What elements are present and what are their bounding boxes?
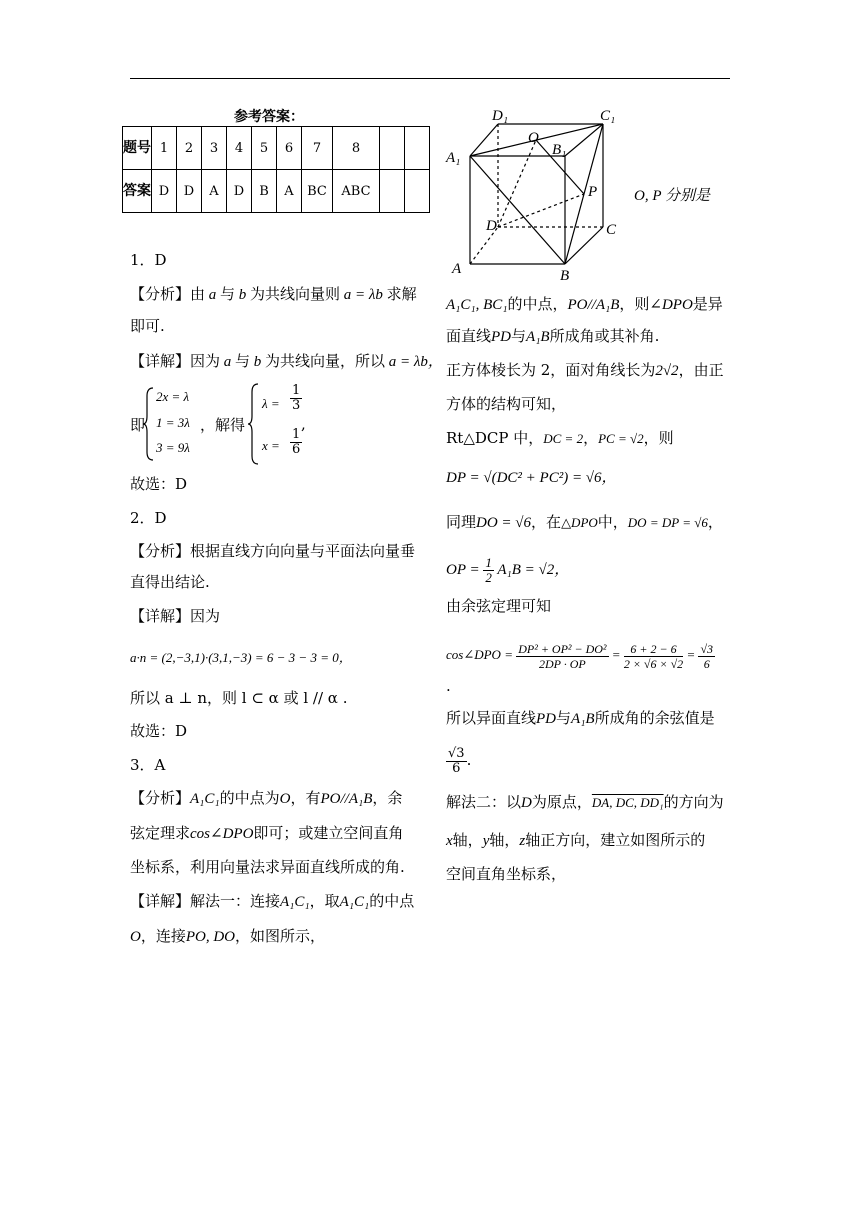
q1-comma: , <box>301 415 306 433</box>
label-B: B <box>560 268 570 284</box>
answer-cell <box>405 170 430 213</box>
answer-table-number-row <box>123 127 430 170</box>
right-line-11: . <box>446 677 451 695</box>
q2-analysis-1: 【分析】根据直线方向向量与平面法向量垂 <box>130 542 416 560</box>
q3-analysis-2: 弦定理求cos∠DPO即可；或建立空间直角 <box>130 824 404 842</box>
cosine-formula: cos∠DPO = $\frac{\text{DP² + OP² − DO²}}{2DP \cdot OP}$ = $\frac{6 + 2 - 6}{2 \times √6 \times √2}$ = $\frac{√3}{6}$ <box>446 641 714 671</box>
label-C1: C₁ <box>600 108 616 124</box>
q2-equation: a·n = (2,−3,1)·(3,1,−3) = 6 − 3 − 3 = 0， <box>130 650 352 665</box>
q1-eq-1: 2x = λ <box>156 389 190 404</box>
number-cell: 6 <box>277 127 302 170</box>
answer-cell: BC <box>302 170 333 213</box>
q2-conclusion: 所以 a ⊥ n，则 l ⊂ α 或 l // α . <box>130 689 348 707</box>
q1-analysis: 【分析】由 a 与 b 为共线向量则 a = λb 求解 <box>130 285 417 303</box>
q3-detail-1: 【详解】解法一：连接A₁C₁，取A₁C₁的中点 <box>130 892 415 910</box>
answer-table-title: 参考答案： <box>234 109 304 125</box>
number-cell <box>405 127 430 170</box>
q1-analysis-end: 即可. <box>130 317 165 335</box>
right-line-4: 方体的结构可知， <box>446 395 567 413</box>
label-P: P <box>588 184 598 200</box>
right-line-14: 解法二：以D为原点，DA, DC, DD₁的方向为 <box>446 793 724 811</box>
right-line-15: x轴，y轴，z轴正方向，建立如图所示的 <box>446 831 706 849</box>
answer-cell: B <box>252 170 277 213</box>
right-line-8: OP = $\frac{1}{2}$ A₁B = √2， <box>446 555 570 585</box>
q3-analysis-1: 【分析】A₁C₁的中点为O，有PO//A₁B，余 <box>130 789 403 807</box>
q1-sys-prefix: 即 <box>130 416 146 434</box>
label-A1: A₁ <box>446 150 461 166</box>
label-D: D <box>486 218 497 234</box>
answer-cell: D <box>152 170 177 213</box>
q1-detail: 【详解】因为 a 与 b 为共线向量，所以 a = λb， <box>130 352 443 370</box>
q1-title: 1．D <box>130 251 167 269</box>
label-B1: B₁ <box>552 142 567 158</box>
right-line-2: 面直线PD与A₁B所成角或其补角. <box>446 327 660 345</box>
label-A: A <box>452 261 462 277</box>
number-cell: 3 <box>202 127 227 170</box>
answer-cell: D <box>177 170 202 213</box>
q1-solve: ，解得 <box>200 416 246 434</box>
q1-choice: 故选：D <box>130 475 188 493</box>
q1-x: x = <box>262 438 280 453</box>
q1-frac-2: $\frac{1}{6}$ <box>292 427 301 457</box>
right-line-3: 正方体棱长为 2，面对角线长为2√2，由正 <box>446 361 724 379</box>
q3-title: 3．A <box>130 756 166 774</box>
answer-cell: ABC <box>333 170 380 213</box>
right-line-9: 由余弦定理可知 <box>446 597 552 615</box>
q2-title: 2．D <box>130 509 167 527</box>
right-line-12: 所以异面直线PD与A₁B所成角的余弦值是 <box>446 709 715 727</box>
right-line-7: 同理DO = √6，在△DPO中，DO = DP = √6， <box>446 513 723 531</box>
answer-cell: D <box>227 170 252 213</box>
right-line-1: A₁C₁, BC₁的中点，PO//A₁B，则∠DPO是异 <box>446 295 723 313</box>
q1-eq-3: 3 = 9λ <box>156 440 190 455</box>
answer-table-answer-row <box>123 170 430 213</box>
brace-icon <box>143 386 155 462</box>
number-cell: 8 <box>333 127 380 170</box>
number-cell: 2 <box>177 127 202 170</box>
number-cell: 1 <box>152 127 177 170</box>
number-cell <box>380 127 405 170</box>
right-line-5: Rt△DCP 中，DC = 2，PC = √2，则 <box>446 429 674 447</box>
answer-cell <box>380 170 405 213</box>
right-line-6: DP = √(DC² + PC²) = √6， <box>446 470 617 486</box>
label-O: O <box>528 130 539 146</box>
q2-detail: 【详解】因为 <box>130 607 221 625</box>
number-cell: 4 <box>227 127 252 170</box>
q1-lambda: λ = <box>262 396 280 411</box>
answer-cell: A <box>202 170 227 213</box>
right-line-16: 空间直角坐标系， <box>446 865 567 883</box>
answer-cell: A <box>277 170 302 213</box>
header-rule <box>130 78 730 79</box>
q2-choice: 故选：D <box>130 722 188 740</box>
answer-table <box>122 126 430 213</box>
q3-detail-2: O，连接PO, DO，如图所示， <box>130 927 326 945</box>
half-fraction: $\frac{1}{2}$ <box>485 555 492 585</box>
q1-eq-2: 1 = 3λ <box>156 415 190 430</box>
q2-analysis-2: 直得出结论. <box>130 573 210 591</box>
right-line-13: $\frac{√3}{6}$ . <box>448 745 472 776</box>
number-cell: 5 <box>252 127 277 170</box>
brace-icon <box>248 382 260 466</box>
label-D1: D₁ <box>492 108 509 124</box>
cube-diagram <box>440 100 630 285</box>
answer-label: 答案 <box>123 170 152 213</box>
q3-analysis-3: 坐标系，利用向量法求异面直线所成的角. <box>130 858 405 876</box>
number-cell: 7 <box>302 127 333 170</box>
header-label: 题号 <box>123 127 152 170</box>
label-C: C <box>606 222 617 238</box>
figure-caption: O, P 分别是 <box>634 188 710 204</box>
q1-frac-1: $\frac{1}{3}$ <box>292 383 301 413</box>
